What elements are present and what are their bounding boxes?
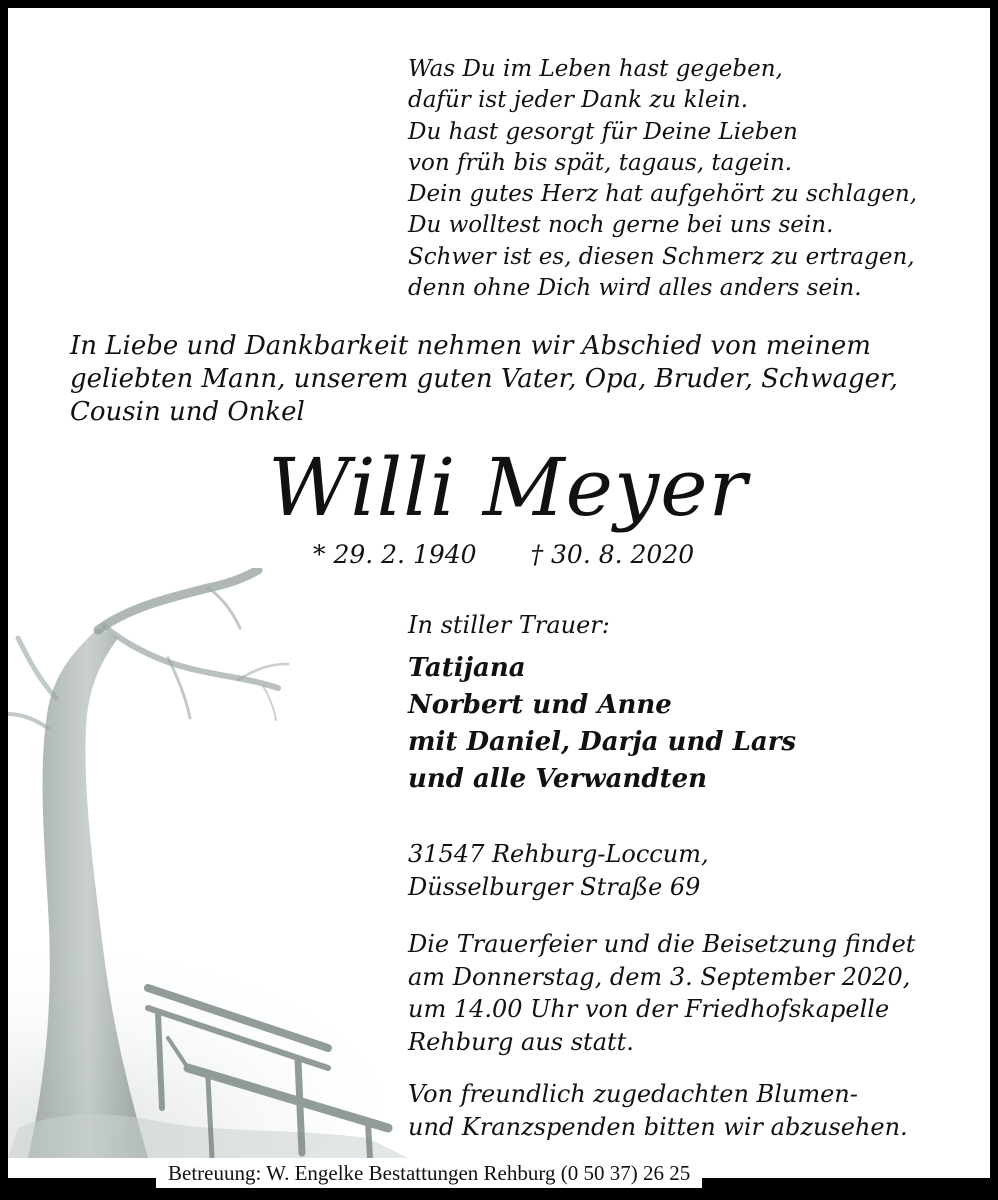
- intro-text: [70, 330, 950, 429]
- deceased-name: Willi Meyer: [268, 441, 748, 534]
- note-line: und Kranzspenden bitten wir abzusehen.: [408, 1112, 908, 1141]
- poem-line: Was Du im Leben hast gegeben,: [408, 56, 783, 82]
- funeral-line: am Donnerstag, dem 3. September 2020,: [408, 962, 911, 991]
- poem-line: Schwer ist es, diesen Schmerz zu ertragen,: [408, 243, 915, 270]
- address-line: Düsselburger Straße 69: [408, 873, 701, 901]
- funeral-line: Die Trauerfeier und die Beisetzung findet: [408, 930, 916, 958]
- poem-line: Du hast gesorgt für Deine Lieben: [408, 118, 798, 145]
- intro-line: geliebten Mann, unserem guten Vater, Opa, Bruder, Schwager,: [70, 364, 898, 394]
- poem-line: Du wolltest noch gerne bei uns sein.: [408, 212, 834, 239]
- undertaker-credit: Betreuung: W. Engelke Bestattungen Rehburg (0 50 37) 26 25: [156, 1158, 702, 1188]
- poem-line: denn ohne Dich wird alles anders sein.: [408, 275, 862, 302]
- family-line: Norbert und Anne: [408, 690, 672, 720]
- intro-line: Cousin und Onkel: [70, 397, 305, 427]
- birth-date: * 29. 2. 1940: [313, 540, 477, 569]
- flower-note: [408, 1078, 908, 1143]
- poem: [408, 54, 917, 304]
- family-line: und alle Verwandten: [408, 764, 708, 794]
- poem-line: von früh bis spät, tagaus, tagein.: [408, 149, 793, 176]
- funeral-line: um 14.00 Uhr von der Friedhofskapelle: [408, 995, 890, 1023]
- address: [408, 838, 709, 904]
- poem-line: Dein gutes Herz hat aufgehört zu schlagen,: [408, 181, 918, 208]
- family-line: Tatijana: [408, 653, 526, 683]
- funeral-line: Rehburg aus statt.: [408, 1027, 634, 1056]
- poem-line: dafür ist jeder Dank zu klein.: [408, 87, 749, 114]
- intro-line: In Liebe und Dankbarkeit nehmen wir Abschied von meinem: [70, 331, 871, 361]
- life-dates: [313, 536, 694, 574]
- address-line: 31547 Rehburg-Loccum,: [408, 840, 709, 868]
- family-line: mit Daniel, Darja und Lars: [408, 727, 797, 757]
- note-line: Von freundlich zugedachten Blumen-: [408, 1080, 858, 1108]
- mourners-label: In stiller Trauer:: [408, 611, 610, 639]
- funeral-info: [408, 928, 915, 1058]
- obituary-notice: [8, 8, 990, 1192]
- tree-and-bench-illustration: [8, 568, 408, 1158]
- death-date: † 30. 8. 2020: [530, 540, 695, 569]
- family-list: [408, 650, 796, 798]
- footer: [8, 1158, 990, 1192]
